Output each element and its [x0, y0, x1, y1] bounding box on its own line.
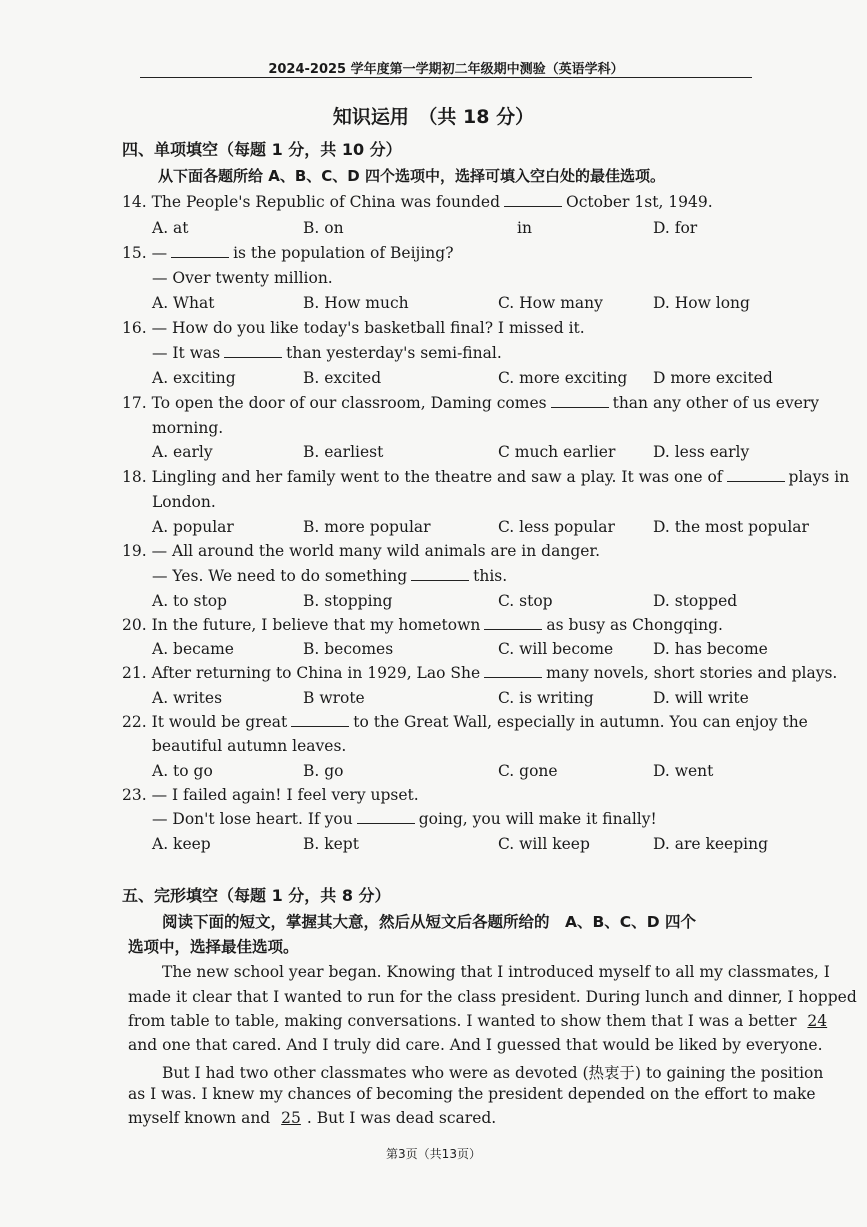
question-20: 20. In the future, I believe that my hometown as busy as Chongqing. [122, 616, 723, 634]
cloze-blank-24[interactable]: 24 [807, 1012, 828, 1030]
q21-option-a[interactable]: A. writes [152, 689, 223, 707]
question-22-cont: beautiful autumn leaves. [152, 737, 347, 755]
question-21: 21. After returning to China in 1929, Lao She many novels, short stories and plays. [122, 664, 838, 682]
question-17: 17. To open the door of our classroom, Daming comes than any other of us every [122, 394, 820, 412]
answer-blank[interactable] [291, 714, 349, 727]
q21-option-b[interactable]: B wrote [303, 689, 365, 707]
question-17-cont: morning. [152, 419, 224, 437]
q21-option-c[interactable]: C. is writing [498, 689, 594, 707]
part5-instruction-2: 选项中，选择最佳选项。 [128, 938, 299, 956]
question-19: 19. — All around the world many wild animals are in danger. [122, 542, 601, 560]
q18-option-a[interactable]: A. popular [152, 518, 234, 536]
question-18-cont: London. [152, 493, 216, 511]
question-18: 18. Lingling and her family went to the theatre and saw a play. It was one of plays in [122, 468, 850, 486]
part4-heading: 四、单项填空（每题 1 分，共 10 分） [122, 140, 402, 159]
q19-option-c[interactable]: C. stop [498, 592, 553, 610]
q20-option-c[interactable]: C. will become [498, 640, 614, 658]
q22-option-a[interactable]: A. to go [152, 762, 213, 780]
q16-option-d[interactable]: D more excited [653, 369, 773, 387]
question-16: 16. — How do you like today's basketball final? I missed it. [122, 319, 585, 337]
q19-option-d[interactable]: D. stopped [653, 592, 738, 610]
answer-blank[interactable] [357, 811, 415, 824]
q19-option-b[interactable]: B. stopping [303, 592, 393, 610]
question-15: 15. — is the population of Beijing? [122, 244, 454, 262]
q15-option-d[interactable]: D. How long [653, 294, 750, 312]
passage-line-6: as I was. I knew my chances of becoming the president depended on the effort to make [128, 1085, 816, 1103]
q20-option-a[interactable]: A. became [152, 640, 234, 658]
passage-line-2: made it clear that I wanted to run for the class president. During lunch and dinner, I hopped [128, 988, 857, 1006]
q21-option-d[interactable]: D. will write [653, 689, 749, 707]
answer-blank[interactable] [727, 469, 785, 482]
q17-option-d[interactable]: D. less early [653, 443, 750, 461]
answer-blank[interactable] [171, 245, 229, 258]
page-footer: 第3页（共13页） [386, 1147, 481, 1161]
section-title: 知识运用 （共 18 分） [332, 106, 535, 128]
part5-instruction-1: 阅读下面的短文，掌握其大意，然后从短文后各题所给的 A、B、C、D 四个 [162, 913, 696, 931]
q14-option-b[interactable]: B. on [303, 219, 344, 237]
question-22: 22. It would be great to the Great Wall, especially in autumn. You can enjoy the [122, 713, 808, 731]
q23-option-a[interactable]: A. keep [152, 835, 211, 853]
q17-option-b[interactable]: B. earliest [303, 443, 384, 461]
passage-line-1: The new school year began. Knowing that I introduced myself to all my classmates, I [162, 963, 830, 981]
answer-blank[interactable] [484, 665, 542, 678]
page-header: 2024-2025 学年度第一学期初二年级期中测验（英语学科） [268, 62, 624, 77]
answer-blank[interactable] [504, 194, 562, 207]
q16-option-a[interactable]: A. exciting [152, 369, 236, 387]
passage-line-5: But I had two other classmates who were as devoted (热衷于) to gaining the position [162, 1064, 824, 1082]
q15-option-c[interactable]: C. How many [498, 294, 603, 312]
q22-option-d[interactable]: D. went [653, 762, 714, 780]
q23-option-d[interactable]: D. are keeping [653, 835, 769, 853]
q23-option-b[interactable]: B. kept [303, 835, 359, 853]
question-19-reply: — Yes. We need to do something this. [152, 567, 508, 585]
q22-option-b[interactable]: B. go [303, 762, 344, 780]
q16-option-b[interactable]: B. excited [303, 369, 382, 387]
q14-option-d[interactable]: D. for [653, 219, 698, 237]
q18-option-d[interactable]: D. the most popular [653, 518, 809, 536]
question-23: 23. — I failed again! I feel very upset. [122, 786, 419, 804]
answer-blank[interactable] [411, 568, 469, 581]
q19-option-a[interactable]: A. to stop [152, 592, 227, 610]
passage-line-4: and one that cared. And I truly did care. And I guessed that would be liked by everyone. [128, 1036, 823, 1054]
q20-option-d[interactable]: D. has become [653, 640, 768, 658]
q17-option-c[interactable]: C much earlier [498, 443, 616, 461]
q23-option-c[interactable]: C. will keep [498, 835, 590, 853]
question-14: 14. The People's Republic of China was founded October 1st, 1949. [122, 193, 713, 211]
q18-option-b[interactable]: B. more popular [303, 518, 431, 536]
q15-option-b[interactable]: B. How much [303, 294, 409, 312]
q14-option-c[interactable]: in [517, 219, 532, 237]
q17-option-a[interactable]: A. early [152, 443, 213, 461]
q16-option-c[interactable]: C. more exciting [498, 369, 628, 387]
q15-option-a[interactable]: A. What [152, 294, 215, 312]
answer-blank[interactable] [484, 617, 542, 630]
question-16-reply: — It was than yesterday's semi-final. [152, 344, 502, 362]
answer-blank[interactable] [224, 345, 282, 358]
cloze-blank-25[interactable]: 25 [281, 1109, 301, 1127]
q20-option-b[interactable]: B. becomes [303, 640, 394, 658]
header-divider [140, 77, 752, 78]
question-23-reply: — Don't lose heart. If you going, you will make it finally! [152, 810, 657, 828]
question-15-reply: — Over twenty million. [152, 269, 333, 287]
part4-instruction: 从下面各题所给 A、B、C、D 四个选项中，选择可填入空白处的最佳选项。 [158, 167, 665, 185]
passage-line-3: from table to table, making conversations. I wanted to show them that I was a better 24 [128, 1012, 764, 1030]
q18-option-c[interactable]: C. less popular [498, 518, 615, 536]
part5-heading: 五、完形填空（每题 1 分，共 8 分） [122, 886, 391, 905]
answer-blank[interactable] [551, 395, 609, 408]
q14-option-a[interactable]: A. at [152, 219, 189, 237]
q22-option-c[interactable]: C. gone [498, 762, 558, 780]
passage-line-7: myself known and 25 . But I was dead scared. [128, 1109, 497, 1127]
